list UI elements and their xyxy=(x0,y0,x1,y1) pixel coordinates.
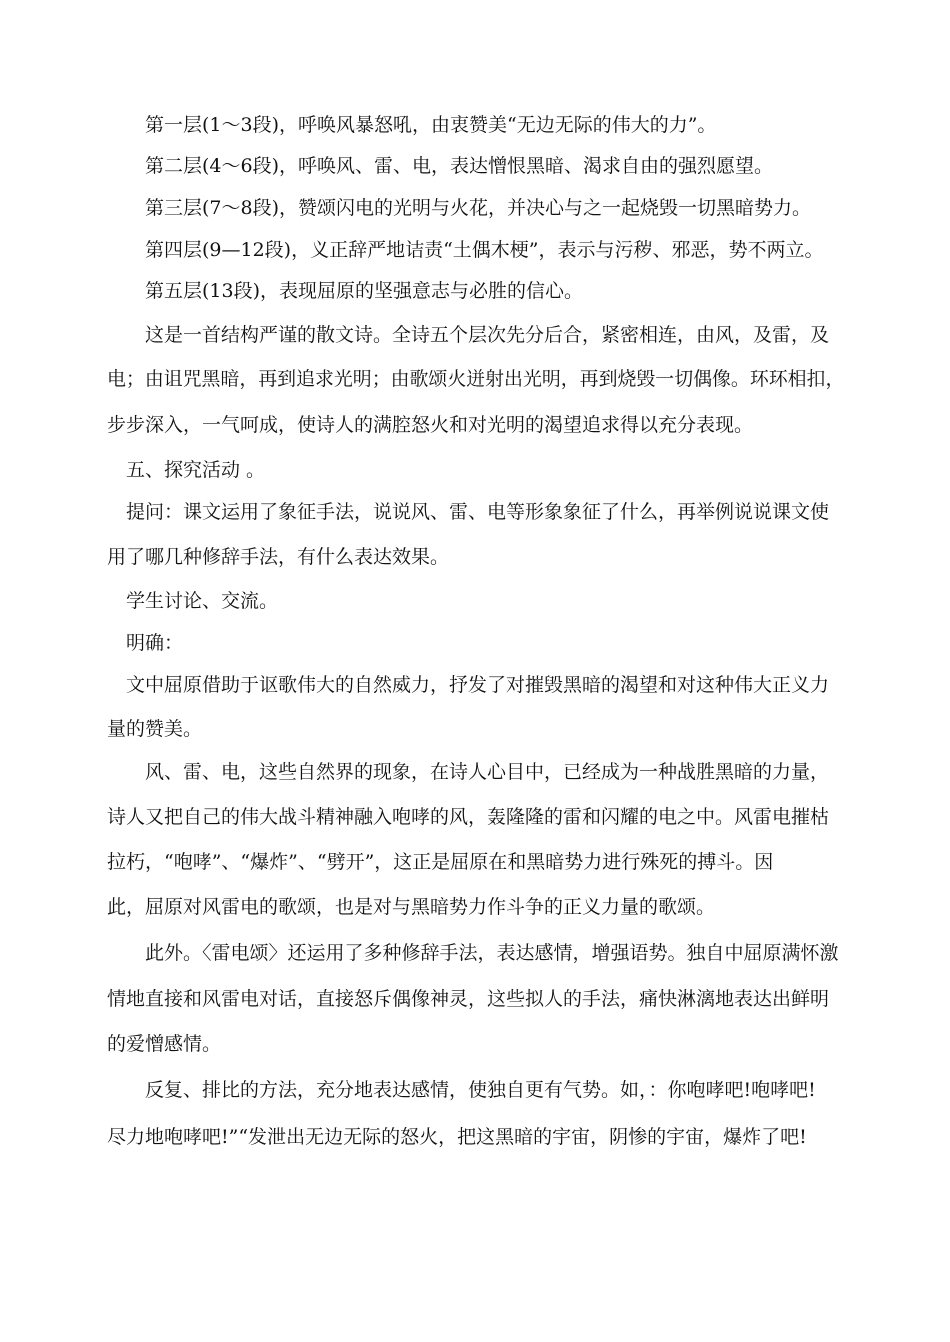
text-line: 尽力地咆哮吧!”“发泄出无边无际的怒火，把这黑暗的宇宙，阴惨的宇宙，爆炸了吧! xyxy=(107,1126,807,1148)
text-line: 提问：课文运用了象征手法，说说风、雷、电等形象象征了什么，再举例说说课文使 xyxy=(126,501,830,523)
text-line: 电；由诅咒黑暗，再到追求光明；由歌颂火迸射出光明，再到烧毁一切偶像。环环相扣， xyxy=(107,368,845,390)
text-line: 情地直接和风雷电对话，直接怒斥偶像神灵，这些拟人的手法，痛快淋漓地表达出鲜明 xyxy=(107,988,830,1010)
text-line: 量的赞美。 xyxy=(107,718,203,740)
text-line: 风、雷、电，这些自然界的现象，在诗人心目中，已经成为一种战胜黑暗的力量， xyxy=(145,761,830,783)
text-line: 明确： xyxy=(126,632,184,654)
text-line: 此外。〈雷电颂〉还运用了多种修辞手法，表达感情，增强语势。独自中屈原满怀激 xyxy=(145,942,839,964)
text-line: 第一层(1～3段)，呼唤风暴怒吼，由衷赞美“无边无际的伟大的力”。 xyxy=(145,114,717,136)
text-line: 文中屈原借助于讴歌伟大的自然威力，抒发了对摧毁黑暗的渴望和对这种伟大正义力 xyxy=(126,674,830,696)
text-line: 步步深入，一气呵成，使诗人的满腔怒火和对光明的渴望追求得以充分表现。 xyxy=(107,414,754,436)
text-line: 第四层(9—12段)，义正辞严地诘责“土偶木梗”，表示与污秽、邪恶，势不两立。 xyxy=(145,239,824,261)
text-line: 这是一首结构严谨的散文诗。全诗五个层次先分后合，紧密相连，由风，及雷，及 xyxy=(145,324,830,346)
text-line: 反复、排比的方法，充分地表达感情，使独自更有气势。如，：你咆哮吧!咆哮吧! xyxy=(145,1079,816,1101)
section-heading: 五、探究活动 。 xyxy=(126,459,266,481)
text-line: 学生讨论、交流。 xyxy=(126,590,279,612)
text-line: 第五层(13段)，表现屈原的坚强意志与必胜的信心。 xyxy=(145,280,584,302)
text-line: 用了哪几种修辞手法，有什么表达效果。 xyxy=(107,546,450,568)
text-line: 的爱憎感情。 xyxy=(107,1033,222,1055)
text-line: 第二层(4～6段)，呼唤风、雷、电，表达憎恨黑暗、渴求自由的强烈愿望。 xyxy=(145,155,774,177)
text-line: 第三层(7～8段)，赞颂闪电的光明与火花，并决心与之一起烧毁一切黑暗势力。 xyxy=(145,197,812,219)
text-line: 此，屈原对风雷电的歌颂，也是对与黑暗势力作斗争的正义力量的歌颂。 xyxy=(107,896,716,918)
text-line: 诗人又把自己的伟大战斗精神融入咆哮的风，轰隆隆的雷和闪耀的电之中。风雷电摧枯 xyxy=(107,806,830,828)
text-line: 拉朽，“咆哮”、“爆炸”、“劈开”，这正是屈原在和黑暗势力进行殊死的搏斗。因 xyxy=(107,851,774,873)
